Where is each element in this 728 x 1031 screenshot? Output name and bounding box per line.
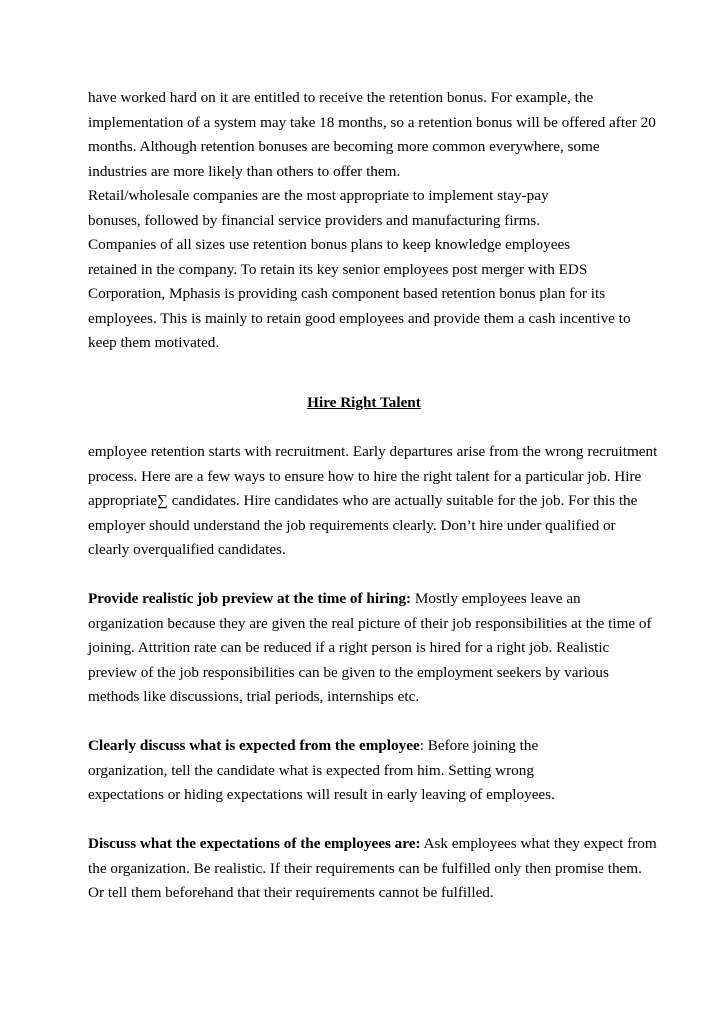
paragraph-line: process. Here are a few ways to ensure how to hire the right talent for a particular job. Hire [88, 468, 642, 485]
paragraph-line [88, 590, 581, 608]
paragraph-line: Corporation, Mphasis is providing cash component based retention bonus plan for its [88, 285, 606, 302]
paragraph-line: months. Although retention bonuses are becoming more common everywhere, some [88, 138, 600, 155]
paragraph-line: expectations or hiding expectations will result in early leaving of employees. [88, 786, 555, 803]
lead-continuation: Mostly employees leave an [411, 590, 581, 607]
paragraph-line: organization, tell the candidate what is expected from him. Setting wrong [88, 762, 534, 779]
paragraph-line: organization because they are given the real picture of their job responsibilities at the time of [88, 615, 652, 632]
paragraph-line: keep them motivated. [88, 334, 220, 351]
paragraph-line: methods like discussions, trial periods, internships etc. [88, 688, 420, 705]
bold-lead: Discuss what the expectations of the employees are: [88, 835, 421, 852]
paragraph-line: have worked hard on it are entitled to receive the retention bonus. For example, the [88, 89, 594, 106]
paragraph-line: Or tell them beforehand that their requirements cannot be fulfilled. [88, 884, 494, 901]
paragraph-line: industries are more likely than others to offer them. [88, 163, 401, 180]
paragraph-line: employer should understand the job requirements clearly. Don’t hire under qualified or [88, 517, 616, 534]
section-heading: Hire Right Talent [307, 394, 421, 411]
paragraph-line: Companies of all sizes use retention bonus plans to keep knowledge employees [88, 236, 571, 253]
paragraph-line: bonuses, followed by financial service providers and manufacturing firms. [88, 212, 541, 229]
paragraph-line: employees. This is mainly to retain good employees and provide them a cash incentive to [88, 310, 631, 327]
lead-continuation: Ask employees what they expect from [420, 835, 657, 852]
paragraph-line: retained in the company. To retain its key senior employees post merger with EDS [88, 261, 588, 278]
paragraph-line: appropriate∑ candidates. Hire candidates who are actually suitable for the job. For this the [88, 492, 638, 509]
paragraph-line: employee retention starts with recruitment. Early departures arise from the wrong recruitment [88, 443, 658, 460]
paragraph-line: joining. Attrition rate can be reduced if a right person is hired for a right job. Realistic [88, 639, 610, 656]
lead-continuation: : Before joining the [419, 737, 539, 754]
paragraph-line: preview of the job responsibilities can be given to the employment seekers by various [88, 664, 609, 681]
paragraph-line: clearly overqualified candidates. [88, 541, 286, 558]
paragraph-line [88, 737, 538, 755]
paragraph-line: implementation of a system may take 18 months, so a retention bonus will be offered after 20 [88, 114, 656, 131]
bold-lead: Provide realistic job preview at the time of hiring: [88, 590, 412, 607]
paragraph-line [88, 835, 657, 853]
bold-lead: Clearly discuss what is expected from the employee [88, 737, 420, 754]
paragraph-line: the organization. Be realistic. If their requirements can be fulfilled only then promise them. [88, 860, 642, 877]
paragraph-line: Retail/wholesale companies are the most appropriate to implement stay-pay [88, 187, 549, 204]
